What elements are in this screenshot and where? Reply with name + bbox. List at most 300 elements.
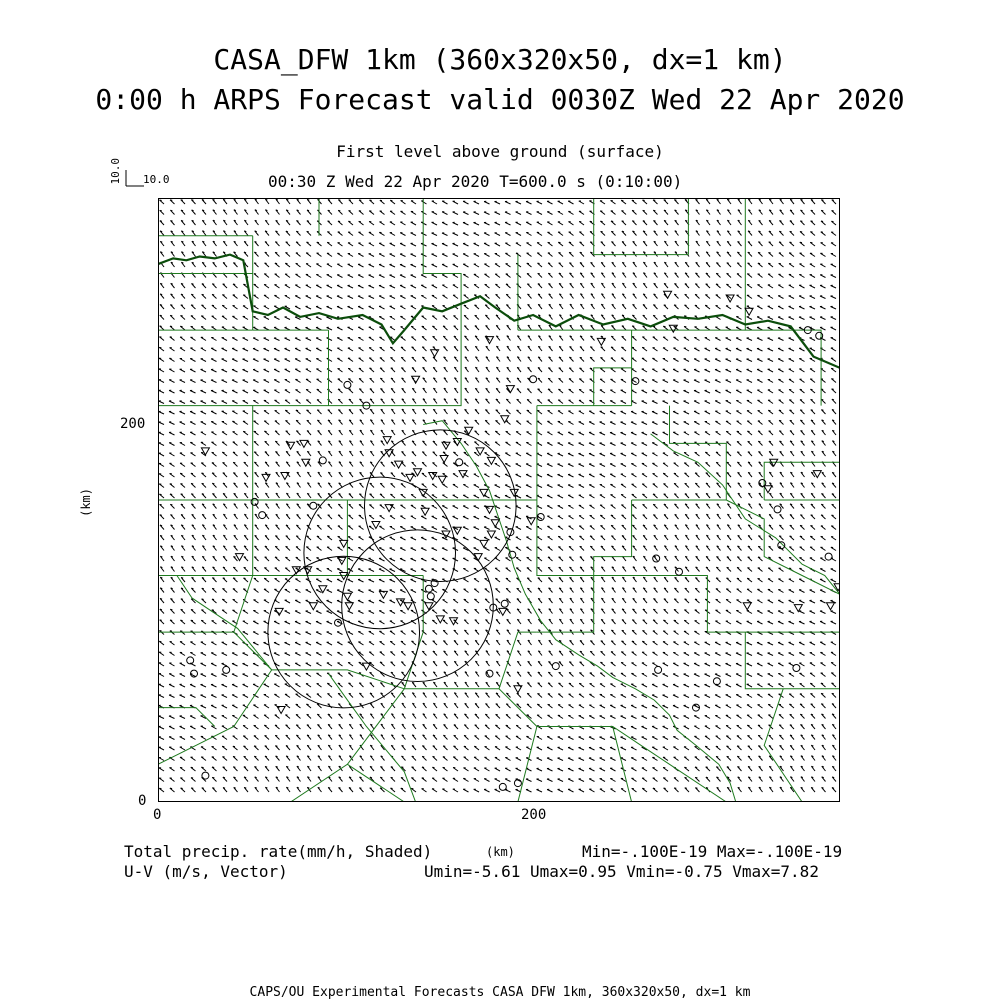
wind-vector-head bbox=[254, 263, 256, 264]
wind-vector-head bbox=[769, 421, 771, 422]
wind-vector-head bbox=[359, 389, 361, 390]
wind-vector-head bbox=[685, 294, 687, 295]
wind-vector-head bbox=[810, 232, 812, 233]
wind-vector-head bbox=[538, 578, 540, 579]
wind-vector-head bbox=[590, 242, 592, 243]
wind-vector-head bbox=[327, 232, 329, 233]
wind-vector-head bbox=[790, 536, 792, 537]
wind-vector-head bbox=[212, 588, 214, 589]
wind-vector-head bbox=[485, 305, 487, 306]
wind-vector-head bbox=[160, 504, 162, 505]
wind-vector-head bbox=[202, 599, 204, 600]
wind-vector-head bbox=[790, 210, 792, 211]
wind-vector-head bbox=[716, 273, 718, 274]
wind-vector-head bbox=[233, 578, 235, 579]
wind-vector-head bbox=[622, 515, 624, 516]
wind-vector-head bbox=[202, 494, 204, 495]
wind-vector-head bbox=[832, 483, 834, 484]
wind-vector-head bbox=[181, 515, 183, 516]
wind-vector-head bbox=[621, 347, 623, 348]
wind-vector-head bbox=[559, 273, 561, 274]
wind-vector-head bbox=[643, 200, 645, 201]
wind-vector-head bbox=[695, 483, 697, 484]
wind-vector-head bbox=[317, 515, 319, 516]
wind-vector-head bbox=[570, 347, 572, 348]
wind-vector-head bbox=[191, 316, 193, 317]
wind-vector-head bbox=[737, 567, 739, 568]
wind-vector-head bbox=[548, 263, 550, 264]
wind-vector-head bbox=[653, 200, 655, 201]
wind-vector-head bbox=[800, 536, 802, 537]
wind-vector-head bbox=[758, 546, 760, 547]
wind-vector-head bbox=[412, 473, 414, 474]
wind-vector-head bbox=[747, 431, 749, 432]
wind-vector-head bbox=[444, 431, 446, 432]
wind-vector-head bbox=[338, 399, 340, 400]
wind-vector-head bbox=[370, 494, 372, 495]
wind-vector-head bbox=[212, 294, 214, 295]
wind-vector-head bbox=[569, 252, 571, 253]
wind-vector-head bbox=[821, 504, 823, 505]
wind-vector-head bbox=[338, 504, 340, 505]
wind-vector-head bbox=[727, 452, 729, 453]
wind-vector-head bbox=[401, 357, 403, 358]
wind-vector-head bbox=[559, 557, 561, 558]
wind-vector-head bbox=[464, 315, 466, 316]
wind-vector-head bbox=[401, 473, 403, 474]
wind-vector-head bbox=[171, 294, 173, 295]
wind-vector-head bbox=[559, 567, 561, 568]
wind-vector-head bbox=[590, 536, 592, 537]
wind-vector-head bbox=[454, 336, 456, 337]
wind-vector-head bbox=[349, 200, 351, 201]
wind-vector-head bbox=[464, 420, 466, 421]
wind-vector-head bbox=[580, 347, 582, 348]
wind-vector-head bbox=[800, 410, 802, 411]
wind-vector-head bbox=[737, 462, 739, 463]
wind-vector-head bbox=[811, 221, 813, 222]
wind-vector-head bbox=[737, 557, 739, 558]
wind-vector-head bbox=[558, 547, 560, 548]
wind-vector-head bbox=[612, 546, 614, 547]
wind-vector-head bbox=[223, 463, 225, 464]
wind-vector-head bbox=[181, 599, 183, 600]
wind-vector-head bbox=[265, 536, 267, 537]
wind-vector-head bbox=[706, 567, 708, 568]
wind-vector-head bbox=[380, 378, 382, 379]
wind-vector-head bbox=[748, 242, 750, 243]
wind-vector-head bbox=[233, 567, 235, 568]
wind-vector-head bbox=[674, 305, 676, 306]
wind-vector-head bbox=[453, 452, 455, 453]
wind-vector-head bbox=[297, 515, 299, 516]
wind-vector-head bbox=[401, 484, 403, 485]
wind-vector-head bbox=[611, 336, 613, 337]
wind-vector-head bbox=[801, 210, 803, 211]
wind-vector-head bbox=[811, 210, 813, 211]
wind-vector-head bbox=[643, 515, 645, 516]
wind-vector-head bbox=[254, 557, 256, 558]
wind-vector-head bbox=[601, 347, 603, 348]
wind-vector-head bbox=[622, 242, 624, 243]
wind-vector-head bbox=[202, 483, 204, 484]
wind-vector-head bbox=[296, 242, 298, 243]
wind-vector-head bbox=[580, 567, 582, 568]
wind-vector-head bbox=[538, 368, 540, 369]
wind-vector-head bbox=[622, 336, 624, 337]
wind-vector-head bbox=[370, 483, 372, 484]
wind-vector-head bbox=[716, 589, 718, 590]
wind-vector-head bbox=[222, 295, 224, 296]
wind-vector-head bbox=[506, 588, 508, 589]
wind-vector-head bbox=[202, 284, 204, 285]
wind-vector-head bbox=[695, 578, 697, 579]
wind-vector-field bbox=[159, 199, 837, 792]
wind-vector-head bbox=[265, 546, 267, 547]
wind-vector-head bbox=[171, 221, 173, 222]
wind-vector-head bbox=[212, 483, 214, 484]
wind-vector-head bbox=[160, 515, 162, 516]
wind-vector-head bbox=[391, 358, 393, 359]
wind-vector-head bbox=[422, 357, 424, 358]
wind-vector-head bbox=[811, 515, 813, 516]
wind-vector-head bbox=[223, 263, 225, 264]
wind-vector-head bbox=[486, 326, 488, 327]
wind-vector-head bbox=[769, 536, 771, 537]
wind-vector-head bbox=[191, 294, 193, 295]
wind-vector-head bbox=[370, 378, 372, 379]
wind-vector-head bbox=[622, 231, 624, 232]
wind-vector-head bbox=[338, 389, 340, 390]
wind-vector-head bbox=[359, 200, 361, 201]
wind-vector-head bbox=[548, 557, 550, 558]
wind-vector-head bbox=[601, 242, 603, 243]
wind-vector-head bbox=[422, 452, 424, 453]
wind-vector-head bbox=[160, 210, 162, 211]
wind-vector-head bbox=[548, 378, 550, 379]
wind-vector-head bbox=[674, 294, 676, 295]
wind-vector-head bbox=[275, 546, 277, 547]
wind-vector-head bbox=[191, 305, 193, 306]
wind-vector-head bbox=[202, 473, 204, 474]
wind-vector-head bbox=[265, 452, 267, 453]
wind-vector-head bbox=[716, 567, 718, 568]
wind-vector-head bbox=[506, 399, 508, 400]
wind-vector-head bbox=[307, 515, 309, 516]
wind-vector-head bbox=[527, 389, 529, 390]
wind-vector-head bbox=[160, 221, 162, 222]
wind-vector-head bbox=[369, 505, 371, 506]
wind-vector-head bbox=[264, 431, 266, 432]
wind-vector-head bbox=[275, 536, 277, 537]
wind-vector-head bbox=[265, 263, 267, 264]
wind-vector-head bbox=[790, 410, 792, 411]
forecast-map-panel bbox=[158, 198, 840, 802]
wind-vector-head bbox=[233, 462, 235, 463]
wind-vector-head bbox=[255, 242, 257, 243]
wind-vector-head bbox=[275, 441, 277, 442]
wind-vector-head bbox=[632, 515, 634, 516]
wind-vector-head bbox=[181, 200, 183, 201]
wind-vector-head bbox=[160, 315, 162, 316]
wind-vector-head bbox=[590, 546, 592, 547]
wind-vector-head bbox=[674, 588, 676, 589]
wind-vector-head bbox=[748, 546, 750, 547]
wind-vector-head bbox=[307, 431, 309, 432]
wind-vector-head bbox=[601, 336, 603, 337]
wind-vector-head bbox=[475, 420, 477, 421]
wind-vector-head bbox=[717, 483, 719, 484]
wind-vector-head bbox=[517, 588, 519, 589]
wind-vector-head bbox=[632, 525, 634, 526]
wind-vector-head bbox=[244, 557, 246, 558]
wind-vector-head bbox=[548, 567, 550, 568]
wind-vector-head bbox=[244, 578, 246, 579]
wind-vector-head bbox=[611, 515, 613, 516]
wind-vector-head bbox=[317, 420, 319, 421]
wind-vector-head bbox=[664, 494, 666, 495]
wind-vector-head bbox=[769, 431, 771, 432]
wind-vector-head bbox=[675, 284, 677, 285]
wind-vector-head bbox=[349, 504, 351, 505]
wind-vector-head bbox=[370, 200, 372, 201]
wind-vector-head bbox=[443, 336, 445, 337]
wind-vector-head bbox=[391, 473, 393, 474]
x-tick-0: 0 bbox=[153, 807, 162, 823]
wind-vector-head bbox=[758, 263, 760, 264]
wind-vector-head bbox=[538, 378, 540, 379]
wind-vector-head bbox=[769, 242, 771, 243]
wind-vector-head bbox=[790, 525, 792, 526]
wind-vector-head bbox=[654, 221, 656, 222]
wind-vector-head bbox=[622, 221, 624, 222]
wind-vector-head bbox=[727, 462, 729, 463]
wind-vector-head bbox=[748, 441, 750, 442]
wind-vector-head bbox=[800, 232, 802, 233]
wind-vector-head bbox=[737, 452, 739, 453]
wind-vector-head bbox=[643, 210, 645, 211]
wind-vector-head bbox=[642, 494, 644, 495]
wind-vector-head bbox=[779, 242, 781, 243]
wind-vector-head bbox=[590, 368, 592, 369]
wind-vector-head bbox=[538, 389, 540, 390]
wind-vector-head bbox=[653, 210, 655, 211]
wind-vector-head bbox=[601, 358, 603, 359]
wind-vector-head bbox=[811, 399, 813, 400]
wind-vector-head bbox=[380, 473, 382, 474]
wind-vector-head bbox=[779, 536, 781, 537]
wind-vector-head bbox=[580, 242, 582, 243]
wind-vector-head bbox=[716, 284, 718, 285]
wind-vector-head bbox=[506, 294, 508, 295]
wind-vector-head bbox=[307, 536, 309, 537]
vector-scale-v-label: 10.0 bbox=[109, 158, 122, 185]
wind-vector-head bbox=[496, 294, 498, 295]
wind-vector-head bbox=[716, 263, 718, 264]
wind-vector-head bbox=[244, 567, 246, 568]
wind-vector-head bbox=[706, 473, 708, 474]
wind-vector-head bbox=[349, 399, 351, 400]
wind-vector-head bbox=[276, 231, 278, 232]
wind-vector-head bbox=[181, 588, 183, 589]
wind-vector-head bbox=[654, 294, 656, 295]
wind-vector-head bbox=[832, 389, 834, 390]
wind-vector-head bbox=[496, 399, 498, 400]
wind-vector-head bbox=[254, 567, 256, 568]
wind-vector-head bbox=[275, 557, 277, 558]
wind-vector-head bbox=[548, 389, 550, 390]
y-tick-200: 200 bbox=[120, 416, 146, 432]
valid-time-label: 00:30 Z Wed 22 Apr 2020 T=600.0 s (0:10:00) bbox=[268, 172, 683, 191]
wind-vector-head bbox=[296, 525, 298, 526]
wind-vector-head bbox=[716, 578, 718, 579]
wind-vector-head bbox=[328, 410, 330, 411]
wind-vector-head bbox=[569, 242, 571, 243]
x-axis-label: (km) bbox=[486, 845, 515, 859]
wind-vector-head bbox=[485, 295, 487, 296]
wind-vector-head bbox=[538, 284, 540, 285]
wind-vector-head bbox=[675, 210, 677, 211]
wind-vector-head bbox=[422, 462, 424, 463]
wind-vector-head bbox=[570, 273, 572, 274]
wind-vector-head bbox=[695, 284, 697, 285]
wind-vector-head bbox=[759, 231, 761, 232]
wind-vector-head bbox=[570, 567, 572, 568]
wind-vector-head bbox=[590, 347, 592, 348]
wind-vector-head bbox=[758, 557, 760, 558]
wind-vector-head bbox=[527, 400, 529, 401]
x-tick-200: 200 bbox=[521, 807, 547, 823]
wind-vector-head bbox=[517, 399, 519, 400]
wind-vector-head bbox=[527, 568, 529, 569]
wind-vector-head bbox=[328, 515, 330, 516]
wind-vector-head bbox=[559, 263, 561, 264]
wind-vector-head bbox=[202, 588, 204, 589]
wind-vector-head bbox=[202, 305, 204, 306]
wind-vector-head bbox=[517, 378, 519, 379]
wind-vector-head bbox=[496, 421, 498, 422]
wind-vector-head bbox=[758, 431, 760, 432]
wind-vector-head bbox=[444, 347, 446, 348]
wind-vector-head bbox=[695, 294, 697, 295]
wind-vector-head bbox=[653, 315, 655, 316]
wind-vector-head bbox=[191, 483, 193, 484]
wind-vector-head bbox=[412, 357, 414, 358]
wind-vector-head bbox=[727, 567, 729, 568]
wind-vector-head bbox=[171, 515, 173, 516]
wind-vector-head bbox=[580, 357, 582, 358]
wind-vector-head bbox=[223, 589, 225, 590]
wind-vector-head bbox=[664, 588, 666, 589]
wind-vector-head bbox=[191, 200, 193, 201]
wind-vector-head bbox=[223, 483, 225, 484]
wind-vector-head bbox=[191, 588, 193, 589]
wind-vector-head bbox=[328, 210, 330, 211]
wind-vector-head bbox=[811, 504, 813, 505]
wind-vector-head bbox=[538, 567, 540, 568]
wind-vector-head bbox=[233, 589, 235, 590]
plot-title-line2: 0:00 h ARPS Forecast valid 0030Z Wed 22 Apr 2020 bbox=[95, 83, 905, 116]
wind-vector-head bbox=[758, 441, 760, 442]
wind-vector-head bbox=[832, 504, 834, 505]
wind-vector-head bbox=[821, 210, 823, 211]
wind-vector-head bbox=[821, 515, 823, 516]
level-label: First level above ground (surface) bbox=[336, 142, 664, 161]
wind-vector-head bbox=[170, 494, 172, 495]
wind-vector-head bbox=[632, 315, 634, 316]
wind-vector-head bbox=[779, 525, 781, 526]
wind-vector-head bbox=[633, 536, 635, 537]
wind-vector-head bbox=[380, 483, 382, 484]
wind-vector-head bbox=[706, 463, 708, 464]
wind-vector-head bbox=[685, 494, 687, 495]
wind-vector-head bbox=[412, 462, 414, 463]
wind-vector-head bbox=[685, 473, 687, 474]
wind-vector-head bbox=[318, 504, 320, 505]
wind-vector-head bbox=[559, 378, 561, 379]
wind-vector-head bbox=[170, 504, 172, 505]
wind-vector-head bbox=[422, 347, 424, 348]
wind-vector-head bbox=[286, 546, 288, 547]
wind-vector-head bbox=[360, 483, 362, 484]
wind-vector-head bbox=[317, 410, 319, 411]
wind-vector-head bbox=[296, 420, 298, 421]
wind-vector-head bbox=[233, 263, 235, 264]
wind-vector-head bbox=[517, 389, 519, 390]
wind-vector-head bbox=[475, 305, 477, 306]
wind-vector-head bbox=[212, 473, 214, 474]
wind-vector-head bbox=[160, 326, 162, 327]
wind-vector-head bbox=[611, 536, 613, 537]
wind-vector-head bbox=[537, 400, 539, 401]
wind-vector-head bbox=[685, 305, 687, 306]
wind-vector-head bbox=[317, 536, 319, 537]
wind-vector-head bbox=[181, 294, 183, 295]
wind-vector-head bbox=[265, 462, 267, 463]
wind-vector-head bbox=[790, 431, 792, 432]
wind-vector-head bbox=[832, 399, 834, 400]
wind-vector-head bbox=[328, 526, 330, 527]
wind-vector-head bbox=[475, 326, 477, 327]
wind-vector-head bbox=[737, 442, 739, 443]
wind-vector-head bbox=[370, 389, 372, 390]
wind-vector-head bbox=[653, 494, 655, 495]
wind-vector-head bbox=[307, 420, 309, 421]
wind-vector-head bbox=[412, 452, 414, 453]
wind-vector-head bbox=[170, 210, 172, 211]
wind-vector-head bbox=[317, 525, 319, 526]
wind-vector-head bbox=[422, 337, 424, 338]
wind-vector-head bbox=[192, 210, 194, 211]
wind-vector-head bbox=[601, 546, 603, 547]
wind-vector-head bbox=[212, 463, 214, 464]
wind-vector-head bbox=[580, 557, 582, 558]
wind-vector-head bbox=[674, 200, 676, 201]
wind-vector-head bbox=[233, 473, 235, 474]
wind-vector-head bbox=[548, 273, 550, 274]
wind-vector-head bbox=[748, 462, 750, 463]
wind-vector-head bbox=[832, 200, 834, 201]
wind-vector-head bbox=[706, 263, 708, 264]
wind-vector-head bbox=[349, 410, 351, 411]
wind-vector-head bbox=[349, 494, 351, 495]
wind-vector-head bbox=[643, 326, 645, 327]
wind-vector-head bbox=[254, 252, 256, 253]
wind-vector-head bbox=[706, 284, 708, 285]
wind-vector-head bbox=[485, 420, 487, 421]
wind-vector-head bbox=[391, 368, 393, 369]
wind-vector-head bbox=[716, 462, 718, 463]
